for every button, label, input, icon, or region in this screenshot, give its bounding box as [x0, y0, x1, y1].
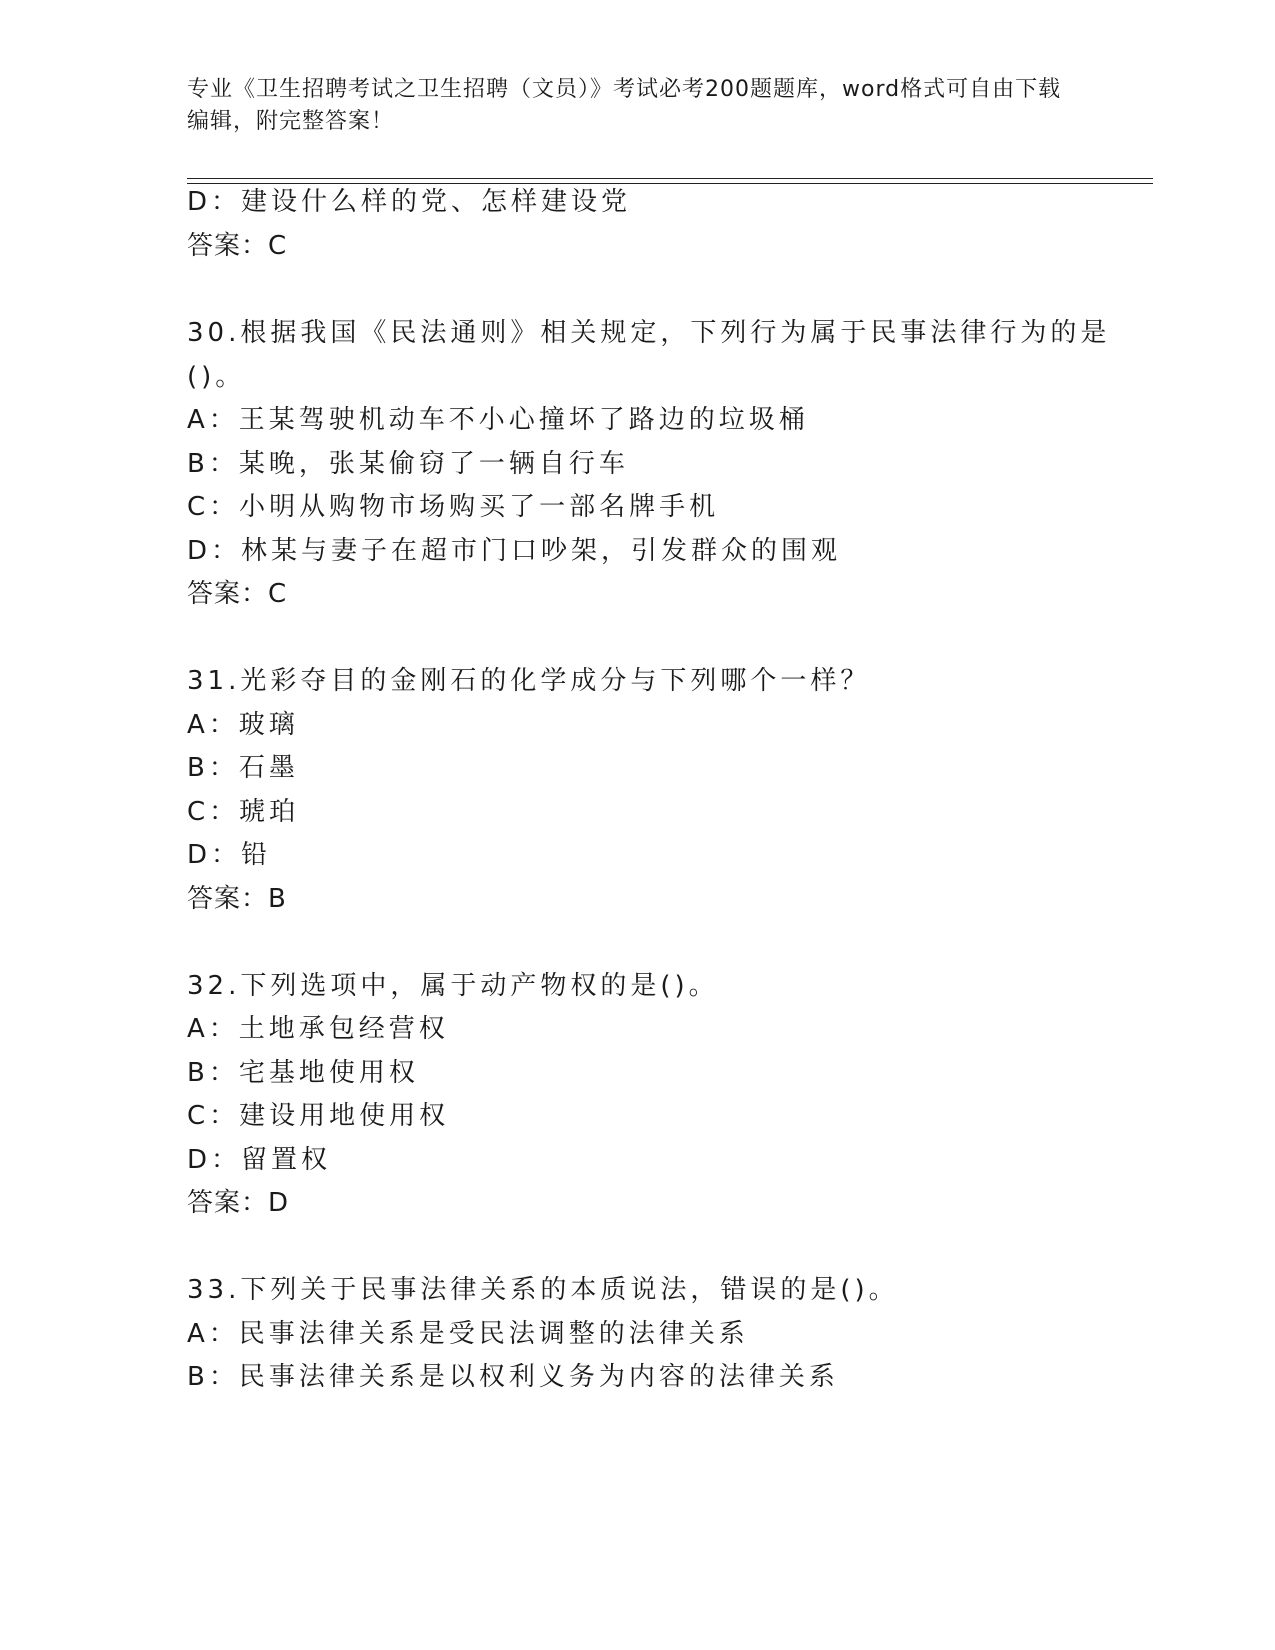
document-header	[187, 74, 1067, 138]
q31-option-d: D：铅	[187, 840, 272, 870]
q30-option-a: A：王某驾驶机动车不小心撞坏了路边的垃圾桶	[187, 405, 809, 435]
q33-option-a: A：民事法律关系是受民法调整的法律关系	[187, 1319, 749, 1349]
q31-answer: 答案：B	[187, 884, 287, 914]
header-divider-thick	[187, 183, 1153, 184]
q30-option-b: B：某晚，张某偷窃了一辆自行车	[187, 449, 629, 479]
q32-option-c: C：建设用地使用权	[187, 1101, 450, 1131]
header-divider-thin	[187, 178, 1153, 179]
q31-stem: 31.光彩夺目的金刚石的化学成分与下列哪个一样？	[187, 666, 871, 696]
q33-option-b: B：民事法律关系是以权利义务为内容的法律关系	[187, 1362, 839, 1392]
q32-option-d: D：留置权	[187, 1145, 332, 1175]
q29-option-d: D：建设什么样的党、怎样建设党	[187, 187, 632, 217]
q30-option-d: D：林某与妻子在超市门口吵架，引发群众的围观	[187, 536, 842, 566]
q29-answer: 答案：C	[187, 231, 288, 261]
q30-stem-line1: 30.根据我国《民法通则》相关规定，下列行为属于民事法律行为的是	[187, 318, 1111, 348]
q31-option-c: C：琥珀	[187, 797, 300, 827]
q31-option-a: A：玻璃	[187, 710, 299, 740]
q32-stem: 32.下列选项中，属于动产物权的是()。	[187, 971, 719, 1001]
q32-option-b: B：宅基地使用权	[187, 1058, 419, 1088]
q30-option-c: C：小明从购物市场购买了一部名牌手机	[187, 492, 720, 522]
q30-answer: 答案：C	[187, 579, 288, 609]
document-title: 专业《卫生招聘考试之卫生招聘（文员）》考试必考200题题库，word格式可自由下载编辑，附完整答案！	[187, 77, 1062, 134]
q33-stem: 33.下列关于民事法律关系的本质说法，错误的是()。	[187, 1275, 899, 1305]
q32-answer: 答案：D	[187, 1188, 290, 1218]
q30-stem-line2: ()。	[187, 362, 246, 392]
q32-option-a: A：土地承包经营权	[187, 1014, 449, 1044]
q31-option-b: B：石墨	[187, 753, 299, 783]
